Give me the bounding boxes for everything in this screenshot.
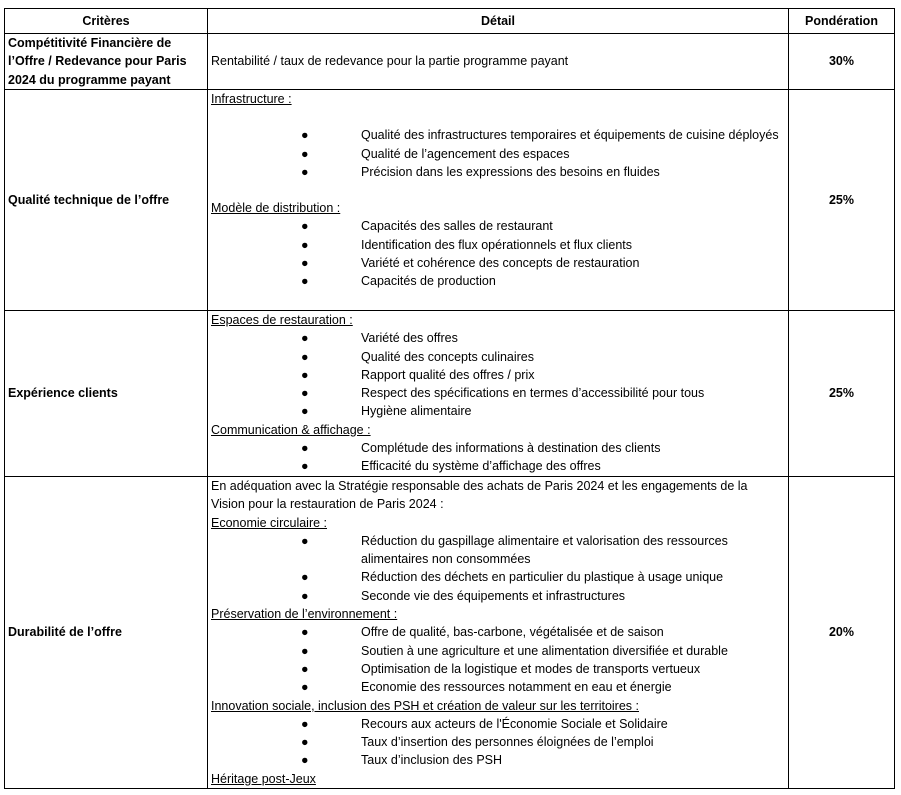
weight-cell: 25% [789, 90, 895, 311]
list-item: ● Capacités de production [301, 274, 496, 289]
bullet-list [211, 715, 784, 770]
bullet-list [211, 329, 784, 420]
list-item: ● Identification des flux opérationnels et flux clients [301, 237, 632, 252]
detail-cell [208, 90, 789, 311]
bullet-list [211, 532, 784, 605]
table-row [5, 311, 895, 477]
section-title: Espaces de restauration : [211, 313, 353, 327]
bullet-list [211, 217, 784, 290]
list-item: ● Taux d’inclusion des PSH [301, 753, 503, 768]
bullet-list [211, 439, 784, 476]
weight-cell: 20% [789, 477, 895, 789]
section-title: Economie circulaire : [211, 515, 328, 530]
header-criteres: Critères [5, 9, 208, 34]
list-item: ● Efficacité du système d’affichage des offres [301, 459, 601, 474]
list-item: ● Economie des ressources notamment en eau et énergie [301, 680, 672, 695]
list-item: ● Capacités des salles de restaurant [301, 219, 553, 234]
weight-cell: 25% [789, 311, 895, 477]
bullet-list [211, 623, 784, 696]
criterion-cell: Durabilité de l’offre [5, 477, 208, 789]
list-item: ● Qualité des infrastructures temporaires et équipements de cuisine déployés [301, 128, 779, 143]
list-item: ● Qualité des concepts culinaires [301, 349, 535, 364]
table-row [5, 90, 895, 311]
criterion-cell: Compétitivité Financière de l’Offre / Redevance pour Paris 2024 du programme payant [5, 34, 208, 90]
list-item: ● Réduction du gaspillage alimentaire et valorisation des ressources alimentaires non consommées [301, 533, 728, 567]
section-title: Communication & affichage : [211, 422, 371, 437]
list-item: ● Seconde vie des équipements et infrastructures [301, 588, 626, 603]
list-item: ● Soutien à une agriculture et une alimentation diversifiée et durable [301, 643, 728, 658]
bullet-list [211, 126, 784, 181]
header-detail: Détail [208, 9, 789, 34]
list-item: ● Complétude des informations à destination des clients [301, 441, 661, 456]
list-item: ● Hygiène alimentaire [301, 404, 472, 419]
section-title: Infrastructure : [211, 92, 292, 106]
detail-cell [208, 477, 789, 789]
list-item: ● Rapport qualité des offres / prix [301, 367, 535, 382]
table-row [5, 477, 895, 789]
list-item: ● Optimisation de la logistique et modes de transports vertueux [301, 661, 701, 676]
section-title: Innovation sociale, inclusion des PSH et création de valeur sur les territoires : [211, 698, 639, 713]
criterion-cell: Expérience clients [5, 311, 208, 477]
criterion-cell: Qualité technique de l’offre [5, 90, 208, 311]
weight-cell: 30% [789, 34, 895, 90]
section-title: Préservation de l’environnement : [211, 607, 398, 622]
list-item: ● Offre de qualité, bas-carbone, végétalisée et de saison [301, 625, 664, 640]
list-item: ● Variété et cohérence des concepts de restauration [301, 256, 640, 271]
section-title: Modèle de distribution : [211, 201, 341, 216]
table-row [5, 34, 895, 90]
list-item: ● Variété des offres [301, 331, 458, 346]
header-row [5, 9, 895, 34]
criteria-table [4, 8, 895, 789]
detail-cell: Rentabilité / taux de redevance pour la partie programme payant [208, 34, 789, 90]
detail-cell [208, 311, 789, 477]
list-item: ● Recours aux acteurs de l'Économie Sociale et Solidaire [301, 716, 668, 731]
list-item: ● Taux d’insertion des personnes éloignées de l’emploi [301, 735, 654, 750]
list-item: ● Qualité de l’agencement des espaces [301, 146, 570, 161]
list-item: ● Respect des spécifications en termes d’accessibilité pour tous [301, 386, 705, 401]
intro-text: En adéquation avec la Stratégie responsable des achats de Paris 2024 et les engagements de la Vision pour la restauration de Paris 2024 : [211, 479, 748, 512]
header-ponderation: Pondération [789, 9, 895, 34]
list-item: ● Réduction des déchets en particulier du plastique à usage unique [301, 570, 724, 585]
section-title: Héritage post-Jeux [211, 771, 316, 786]
list-item: ● Précision dans les expressions des besoins en fluides [301, 164, 660, 179]
